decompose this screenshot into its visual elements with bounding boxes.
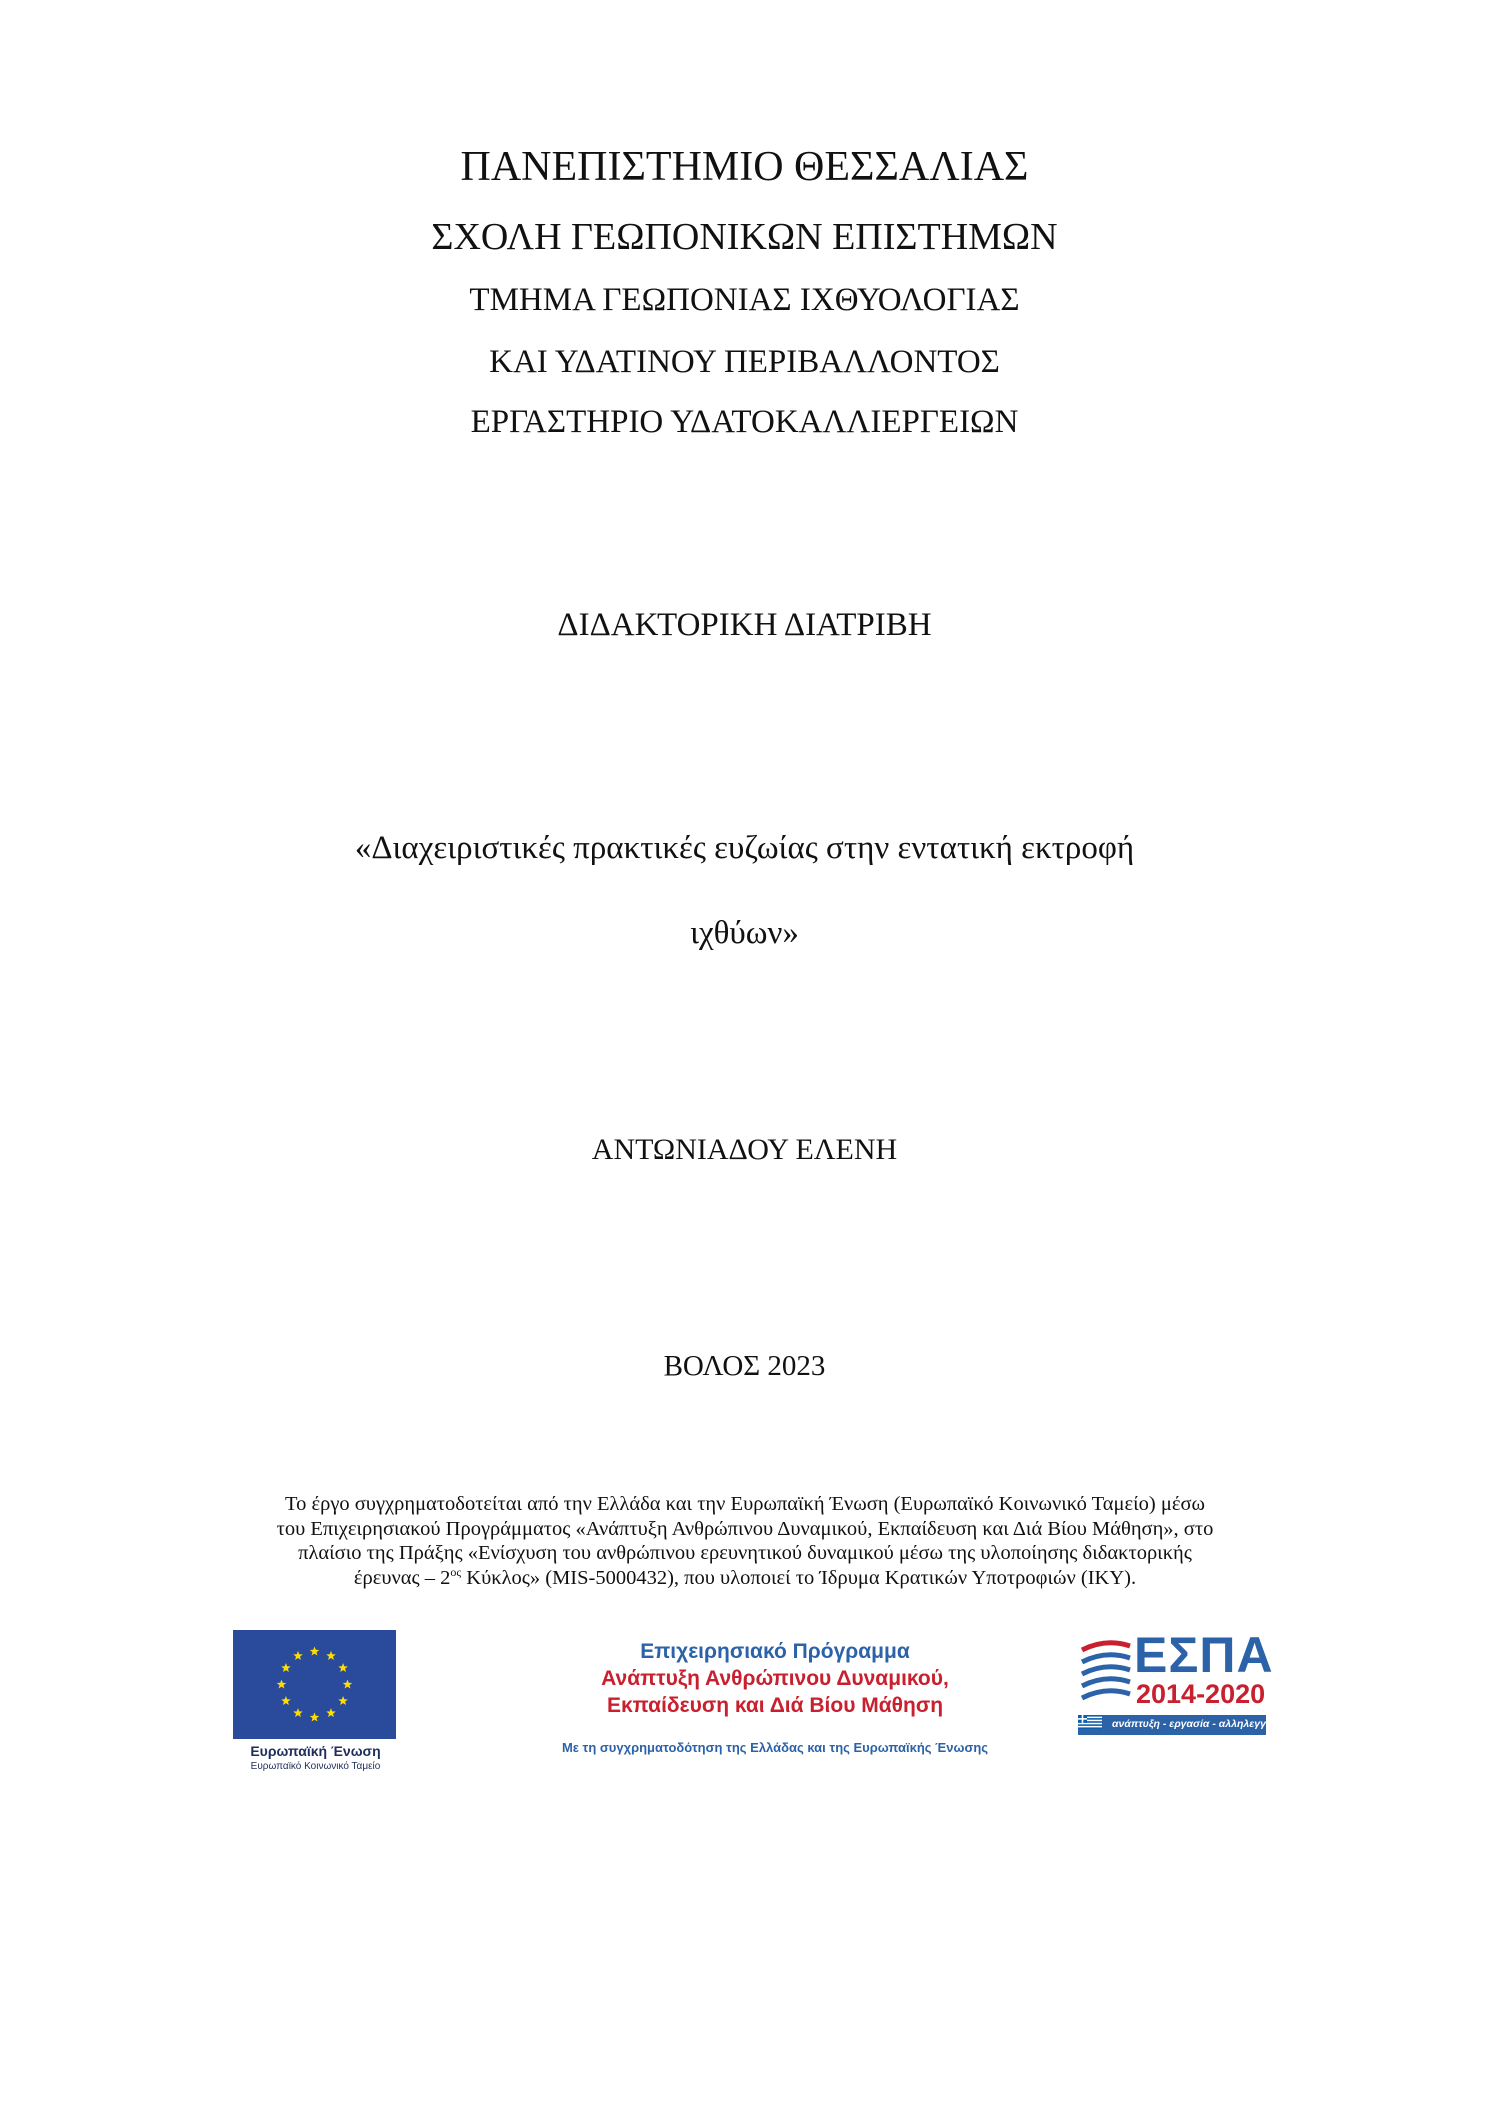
thesis-title-line2: ιχθύων» [690,915,799,951]
op-logo-line2: Ανάπτυξη Ανθρώπινου Δυναμικού, [601,1667,949,1690]
thesis-title-line1: «Διαχειριστικές πρακτικές ευζωίας στην εντατική εκτροφή [354,830,1135,866]
eu-star-icon [326,1651,336,1660]
eu-logo-subtitle: Ευρωπαϊκό Κοινωνικό Ταμείο [250,1761,381,1772]
document-type: ΔΙΔΑΚΤΟΡΙΚΗ ΔΙΑΤΡΙΒΗ [557,607,932,643]
school-name: ΣΧΟΛΗ ΓΕΩΠΟΝΙΚΩΝ ΕΠΙΣΤΗΜΩΝ [431,216,1058,258]
funding-line: Το έργο συγχρηματοδοτείται από την Ελλάδα και την Ευρωπαϊκή Ένωση (Ευρωπαϊκό Κοινωνικό Ταμείο) μέσω [285,1493,1205,1515]
op-logo-line1: Επιχειρησιακό Πρόγραμμα [640,1640,910,1663]
eu-star-icon [338,1663,348,1672]
operational-programme-logo [500,1640,1050,1770]
op-logo-cofinancing: Με τη συγχρηματοδότηση της Ελλάδας και της Ευρωπαϊκής Ένωσης [561,1740,989,1755]
espa-logo [1078,1627,1279,1737]
eu-star-icon [338,1696,348,1705]
funding-line: του Επιχειρησιακού Προγράμματος «Ανάπτυξη Ανθρώπινου Δυναμικού, Εκπαίδευση και Διά Βίου Μάθηση», στο [276,1517,1214,1540]
espa-waves-icon [1078,1632,1134,1712]
eu-flag-icon [233,1630,396,1739]
funding-line4-pre: έρευνας – 2 [353,1566,451,1589]
eu-star-icon [326,1708,336,1717]
eu-star-icon [293,1708,303,1717]
eu-stars-icon [233,1630,396,1739]
eu-star-icon [343,1680,353,1689]
laboratory-name: ΕΡΓΑΣΤΗΡΙΟ ΥΔΑΤΟΚΑΛΛΙΕΡΓΕΙΩΝ [470,404,1019,440]
funding-line [215,1566,1275,1591]
eu-star-icon [281,1663,291,1672]
university-name: ΠΑΝΕΠΙΣΤΗΜΙΟ ΘΕΣΣΑΛΙΑΣ [460,144,1029,190]
author-name: ΑΝΤΩΝΙΑΔΟΥ ΕΛΕΝΗ [591,1133,898,1166]
op-logo-line3: Εκπαίδευση και Διά Βίου Μάθηση [606,1694,944,1717]
espa-logo-years: 2014-2020 [1136,1679,1266,1709]
eu-star-icon [277,1680,287,1689]
espa-logo-tagline: ανάπτυξη - εργασία - αλληλεγγύη [1112,1718,1279,1730]
funding-statement [215,1492,1275,1590]
department-name-line1: ΤΜΗΜΑ ΓΕΩΠΟΝΙΑΣ ΙΧΘΥΟΛΟΓΙΑΣ [469,282,1020,318]
espa-logo-word: ΕΣΠΑ [1134,1627,1274,1683]
eu-star-icon [310,1713,320,1722]
ordinal-superscript: ος [450,1564,462,1579]
funding-line4-post: Κύκλος» (MIS-5000432), που υλοποιεί το Ίδρυμα Κρατικών Υποτροφιών (ΙΚΥ). [461,1566,1137,1589]
department-name-line2: ΚΑΙ ΥΔΑΤΙΝΟΥ ΠΕΡΙΒΑΛΛΟΝΤΟΣ [489,344,1000,380]
place-year: ΒΟΛΟΣ 2023 [663,1350,826,1382]
eu-logo-name: Ευρωπαϊκή Ένωση [250,1743,381,1759]
eu-logo [233,1630,398,1775]
eu-star-icon [310,1647,320,1656]
funding-line: πλαίσιο της Πράξης «Ενίσχυση του ανθρώπινου ερευνητικού δυναμικού μέσω της υλοποίησης διδακτορικής [298,1542,1192,1564]
espa-tagline-band [1078,1715,1279,1735]
eu-star-icon [281,1696,291,1705]
greek-flag-icon [1078,1715,1102,1729]
eu-star-icon [293,1651,303,1660]
